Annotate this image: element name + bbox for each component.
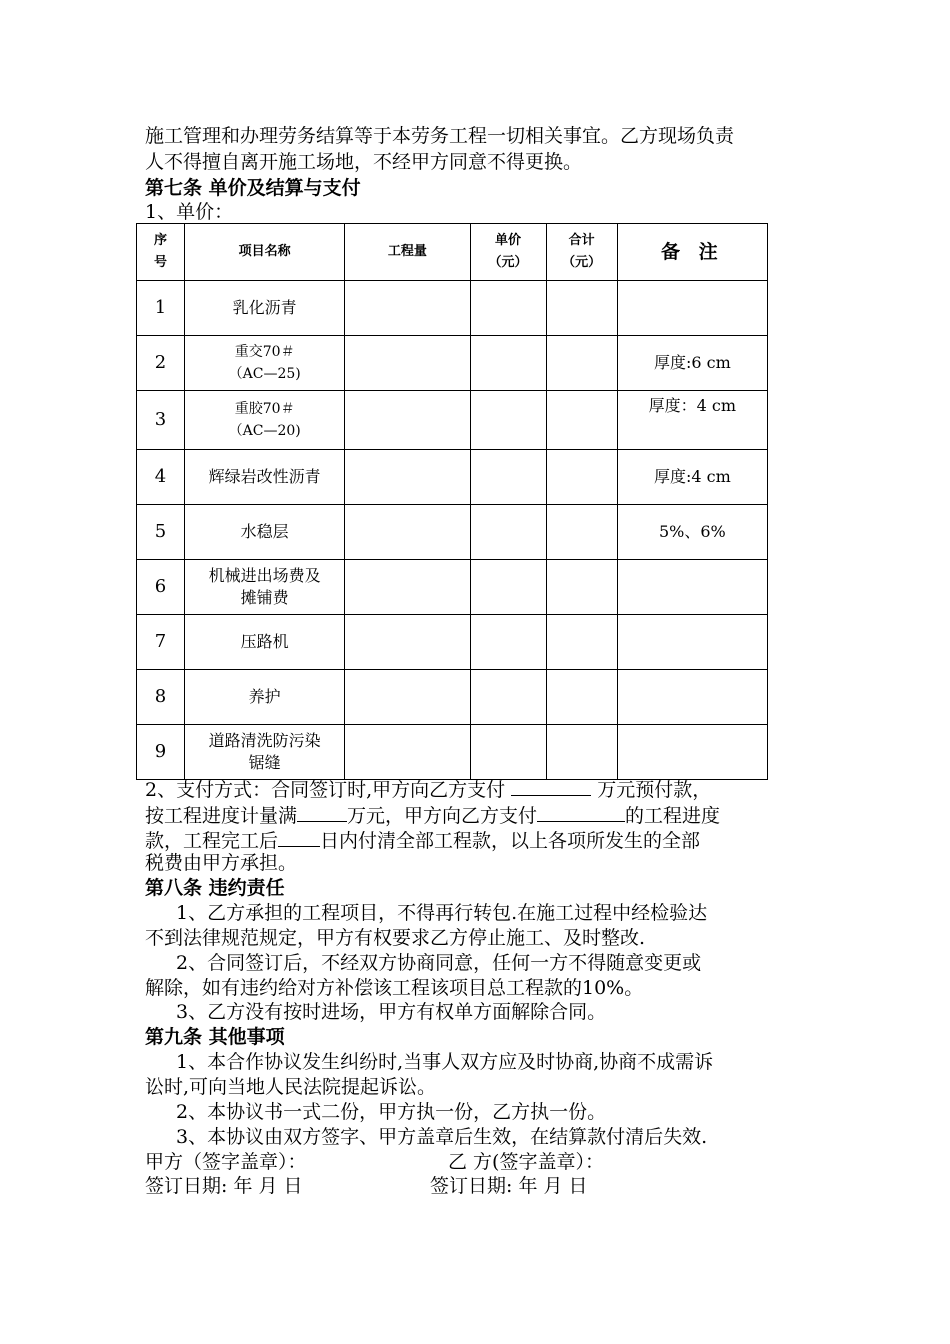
- row-price: [470, 391, 546, 450]
- table-row: [137, 391, 768, 450]
- table-row: [137, 281, 768, 336]
- row-price: [470, 281, 546, 336]
- row-quantity: [345, 336, 470, 391]
- header-total: 合计 （元）: [546, 224, 617, 281]
- row-seq: 2: [137, 336, 185, 391]
- row-total: [546, 725, 617, 780]
- row-total: [546, 615, 617, 670]
- row-price: [470, 670, 546, 725]
- row-remark: 厚度：4 cm: [617, 391, 767, 450]
- row-remark: 5%、6%: [617, 505, 767, 560]
- row-quantity: [345, 450, 470, 505]
- row-quantity: [345, 725, 470, 780]
- row-name: 压路机: [185, 615, 345, 670]
- intro-line-1: 施工管理和办理劳务结算等于本劳务工程一切相关事宜。乙方现场负责: [145, 125, 735, 147]
- row-remark: [617, 725, 767, 780]
- row-remark: 厚度:6 cm: [617, 336, 767, 391]
- row-seq: 5: [137, 505, 185, 560]
- article-8-item-1-line-2: 不到法律规范规定，甲方有权要求乙方停止施工、及时整改.: [145, 927, 646, 949]
- row-name: 辉绿岩改性沥青: [185, 450, 345, 505]
- row-remark: 厚度:4 cm: [617, 450, 767, 505]
- row-seq: 7: [137, 615, 185, 670]
- row-price: [470, 336, 546, 391]
- table-row: [137, 450, 768, 505]
- row-total: [546, 391, 617, 450]
- row-name: 乳化沥青: [185, 281, 345, 336]
- payment-line-4: 税费由甲方承担。: [145, 852, 298, 874]
- row-name: 水稳层: [185, 505, 345, 560]
- row-price: [470, 505, 546, 560]
- unit-price-table: [136, 223, 768, 780]
- article-9-item-1-line-1: 1、本合作协议发生纠纷时,当事人双方应及时协商,协商不成需诉: [176, 1051, 714, 1073]
- row-quantity: [345, 505, 470, 560]
- row-name: 机械进出场费及 摊铺费: [185, 560, 345, 615]
- table-row: [137, 615, 768, 670]
- row-price: [470, 725, 546, 780]
- row-price: [470, 615, 546, 670]
- party-b-date: 签订日期: 年 月 日: [430, 1175, 588, 1197]
- article-9-item-3: 3、本协议由双方签字、甲方盖章后生效，在结算款付清后失效.: [176, 1126, 708, 1148]
- row-name: 重胶70＃ （AC—20): [185, 391, 345, 450]
- row-name: 道路清洗防污染 锯缝: [185, 725, 345, 780]
- row-quantity: [345, 560, 470, 615]
- header-seq: 序 号: [137, 224, 185, 281]
- article-9-item-1-line-2: 讼时,可向当地人民法院提起诉讼。: [145, 1076, 437, 1098]
- progress-amount-blank: [297, 801, 347, 822]
- table-row: [137, 670, 768, 725]
- table-row: [137, 560, 768, 615]
- row-seq: 6: [137, 560, 185, 615]
- row-name: 养护: [185, 670, 345, 725]
- row-total: [546, 450, 617, 505]
- row-price: [470, 450, 546, 505]
- table-row: [137, 725, 768, 780]
- row-total: [546, 505, 617, 560]
- article-8-item-2-line-1: 2、合同签订后，不经双方协商同意，任何一方不得随意变更或: [176, 952, 702, 974]
- article-9-title: 第九条 其他事项: [145, 1026, 285, 1048]
- party-a-signature: 甲方（签字盖章）：: [145, 1151, 307, 1173]
- row-remark: [617, 615, 767, 670]
- payment-line-1: 2、支付方式：合同签订时,甲方向乙方支付 万元预付款，: [145, 775, 711, 802]
- row-quantity: [345, 281, 470, 336]
- article-8-item-2-line-2: 解除，如有违约给对方补偿该工程该项目总工程款的10%。: [145, 977, 644, 999]
- row-total: [546, 560, 617, 615]
- row-total: [546, 670, 617, 725]
- party-b-signature: 乙 方(签字盖章）：: [448, 1151, 604, 1173]
- row-seq: 4: [137, 450, 185, 505]
- row-quantity: [345, 670, 470, 725]
- article-8-item-1-line-1: 1、乙方承担的工程项目，不得再行转包.在施工过程中经检验达: [176, 902, 708, 924]
- row-quantity: [345, 615, 470, 670]
- header-name: 项目名称: [185, 224, 345, 281]
- row-remark: [617, 560, 767, 615]
- row-name: 重交70＃ （AC—25): [185, 336, 345, 391]
- payment-line-2: 按工程进度计量满 万元，甲方向乙方支付 的工程进度: [145, 801, 720, 828]
- row-seq: 8: [137, 670, 185, 725]
- row-remark: [617, 670, 767, 725]
- article-8-title: 第八条 违约责任: [145, 877, 285, 899]
- prepayment-blank: [511, 775, 591, 796]
- intro-line-2: 人不得擅自离开施工场地，不经甲方同意不得更换。: [145, 151, 583, 173]
- row-total: [546, 336, 617, 391]
- header-unit-price: 单价 （元）: [470, 224, 546, 281]
- article-7-title: 第七条 单价及结算与支付: [145, 177, 361, 199]
- party-a-date: 签订日期: 年 月 日: [145, 1175, 303, 1197]
- header-remark: 备 注: [617, 224, 767, 281]
- progress-payment-blank: [537, 801, 625, 822]
- row-total: [546, 281, 617, 336]
- row-quantity: [345, 391, 470, 450]
- row-price: [470, 560, 546, 615]
- days-blank: [278, 826, 320, 847]
- table-row: [137, 336, 768, 391]
- unit-price-label: 1、单价：: [145, 201, 234, 223]
- row-remark: [617, 281, 767, 336]
- row-seq: 1: [137, 281, 185, 336]
- table-header-row: [137, 224, 768, 281]
- row-seq: 3: [137, 391, 185, 450]
- table-row: [137, 505, 768, 560]
- article-9-item-2: 2、本协议书一式二份，甲方执一份，乙方执一份。: [176, 1101, 607, 1123]
- header-quantity: 工程量: [345, 224, 470, 281]
- row-seq: 9: [137, 725, 185, 780]
- article-8-item-3: 3、乙方没有按时进场，甲方有权单方面解除合同。: [176, 1001, 607, 1023]
- payment-line-3: 款，工程完工后 日内付清全部工程款，以上各项所发生的全部: [145, 826, 700, 853]
